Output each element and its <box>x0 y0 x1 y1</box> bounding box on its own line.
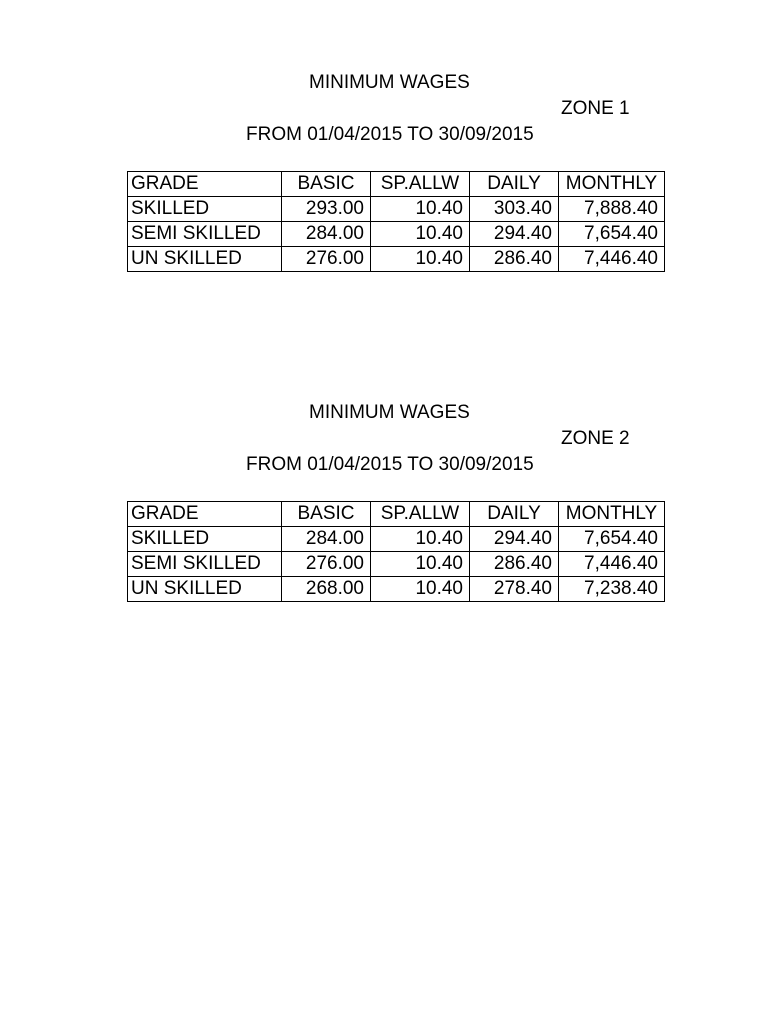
cell-sp-allw: 10.40 <box>371 527 470 552</box>
cell-sp-allw: 10.40 <box>371 247 470 272</box>
cell-grade: SEMI SKILLED <box>128 552 282 577</box>
cell-monthly: 7,446.40 <box>559 552 665 577</box>
cell-sp-allw: 10.40 <box>371 552 470 577</box>
cell-daily: 286.40 <box>470 552 559 577</box>
cell-basic: 276.00 <box>282 552 371 577</box>
cell-sp-allw: 10.40 <box>371 577 470 602</box>
cell-monthly: 7,654.40 <box>559 222 665 247</box>
table-header-row <box>128 172 665 197</box>
cell-daily: 303.40 <box>470 197 559 222</box>
zone-label: ZONE 1 <box>561 98 630 119</box>
table-row <box>128 222 665 247</box>
header-sp-allw: SP.ALLW <box>371 502 470 527</box>
header-basic: BASIC <box>282 172 371 197</box>
table-row <box>128 577 665 602</box>
date-range: FROM 01/04/2015 TO 30/09/2015 <box>246 454 534 475</box>
table-row <box>128 527 665 552</box>
cell-grade: SKILLED <box>128 527 282 552</box>
cell-daily: 294.40 <box>470 222 559 247</box>
header-daily: DAILY <box>470 172 559 197</box>
cell-basic: 284.00 <box>282 222 371 247</box>
header-sp-allw: SP.ALLW <box>371 172 470 197</box>
cell-monthly: 7,446.40 <box>559 247 665 272</box>
header-grade: GRADE <box>128 172 282 197</box>
cell-grade: SEMI SKILLED <box>128 222 282 247</box>
header-monthly: MONTHLY <box>559 172 665 197</box>
header-grade: GRADE <box>128 502 282 527</box>
document-title: MINIMUM WAGES <box>309 72 470 93</box>
cell-monthly: 7,888.40 <box>559 197 665 222</box>
cell-daily: 286.40 <box>470 247 559 272</box>
cell-basic: 276.00 <box>282 247 371 272</box>
cell-daily: 278.40 <box>470 577 559 602</box>
zone-label: ZONE 2 <box>561 428 630 449</box>
document-title: MINIMUM WAGES <box>309 402 470 423</box>
cell-sp-allw: 10.40 <box>371 222 470 247</box>
header-monthly: MONTHLY <box>559 502 665 527</box>
cell-sp-allw: 10.40 <box>371 197 470 222</box>
header-basic: BASIC <box>282 502 371 527</box>
table-header-row <box>128 502 665 527</box>
cell-daily: 294.40 <box>470 527 559 552</box>
cell-basic: 268.00 <box>282 577 371 602</box>
wages-table <box>127 171 665 272</box>
cell-monthly: 7,654.40 <box>559 527 665 552</box>
wages-table <box>127 501 665 602</box>
date-range: FROM 01/04/2015 TO 30/09/2015 <box>246 124 534 145</box>
cell-grade: SKILLED <box>128 197 282 222</box>
table-row <box>128 552 665 577</box>
cell-monthly: 7,238.40 <box>559 577 665 602</box>
cell-basic: 293.00 <box>282 197 371 222</box>
cell-basic: 284.00 <box>282 527 371 552</box>
header-daily: DAILY <box>470 502 559 527</box>
cell-grade: UN SKILLED <box>128 247 282 272</box>
table-row <box>128 247 665 272</box>
cell-grade: UN SKILLED <box>128 577 282 602</box>
table-row <box>128 197 665 222</box>
